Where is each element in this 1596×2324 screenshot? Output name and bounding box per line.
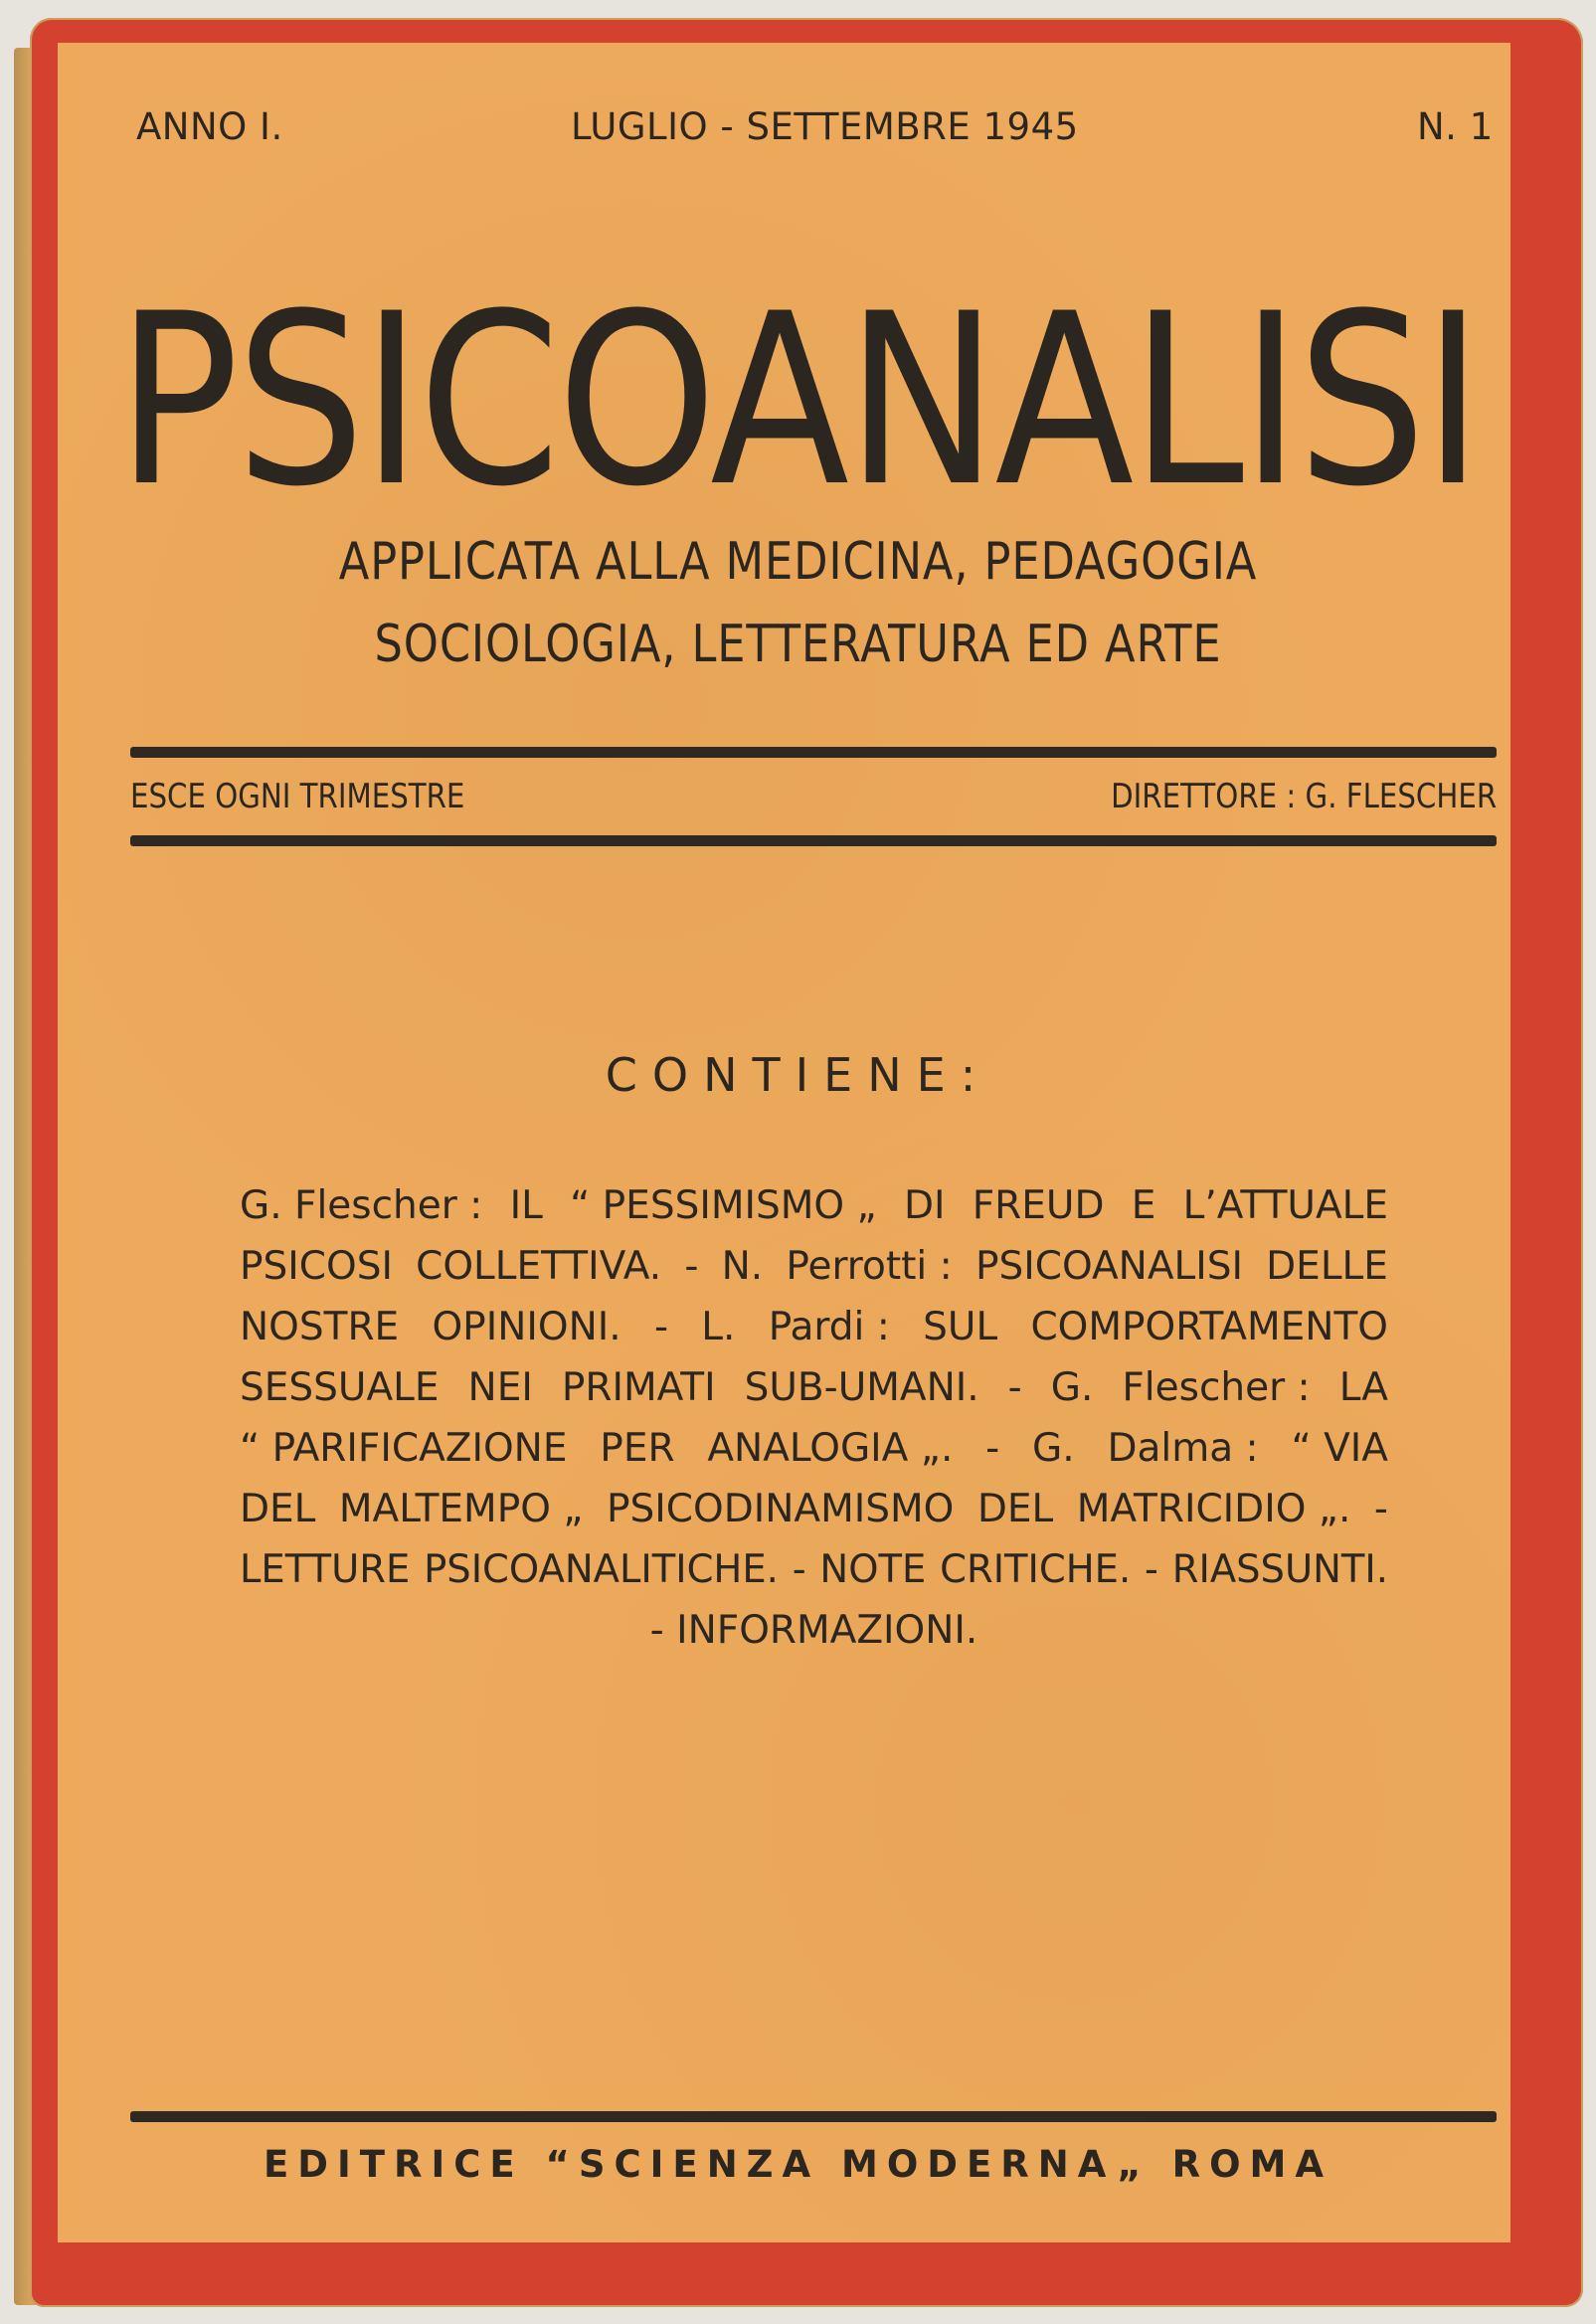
contents-list [240,1175,1388,1661]
contents-word: - [1145,1547,1158,1592]
contents-line [240,1297,1388,1357]
contents-word: - [653,1305,669,1349]
contents-word: SESSUALE [240,1365,440,1410]
contents-word: - [684,1244,699,1289]
contents-word: PER [600,1426,675,1471]
contents-word: Dalma : [1107,1426,1259,1471]
contents-word: - [792,1547,806,1592]
contents-line [240,1600,1388,1661]
contents-word: MALTEMPO „ [338,1487,584,1531]
contents-heading: CONTIENE: [605,1048,991,1102]
contents-line [240,1236,1388,1297]
contents-word: “ PESSIMISMO „ [570,1183,877,1228]
contents-word: FREUD [972,1183,1105,1228]
contents-word: RIASSUNTI. [1171,1547,1388,1592]
contents-word: SUB-UMANI. [744,1365,979,1410]
period-label: LUGLIO - SETTEMBRE 1945 [571,105,1079,148]
contents-word: COMPORTAMENTO [1030,1305,1388,1349]
contents-word: PSICOSI [240,1244,393,1289]
volume-label: ANNO I. [136,105,283,148]
contents-line [240,1175,1388,1236]
contents-word: OPINIONI. [432,1305,621,1349]
subtitle-line-1: APPLICATA ALLA MEDICINA, PEDAGOGIA [338,532,1258,592]
contents-word: E [1131,1183,1156,1228]
contents-word: IL [509,1183,543,1228]
publisher-label: EDITRICE “SCIENZA MODERNA„ ROMA [263,2143,1333,2186]
contents-line [240,1479,1388,1539]
contents-word: Pardi : [768,1305,890,1349]
contents-word: - [1373,1487,1388,1531]
contents-word: “ PARIFICAZIONE [240,1426,568,1471]
contents-word: NEI [467,1365,533,1410]
director-label: DIRETTORE : G. FLESCHER [1111,777,1497,816]
contents-word: G. Flescher : [240,1183,483,1228]
contents-word: MATRICIDIO „. [1076,1487,1351,1531]
contents-word: PSICOANALISI [975,1244,1243,1289]
contents-word: DEL [976,1487,1054,1531]
contents-line [240,1357,1388,1418]
issue-number: N. 1 [1417,105,1494,148]
contents-word: ANALOGIA „. [707,1426,954,1471]
contents-word: DELLE [1266,1244,1388,1289]
contents-word: L’ATTUALE [1182,1183,1388,1228]
subtitle-line-2: SOCIOLOGIA, LETTERATURA ED ARTE [374,615,1222,674]
contents-word: NOSTRE [240,1305,400,1349]
contents-word: CRITICHE. [940,1547,1132,1592]
divider-rule-middle [130,835,1497,846]
contents-word: NOTE [819,1547,927,1592]
contents-line [240,1418,1388,1479]
contents-word: COLLETTIVA. [416,1244,662,1289]
contents-word: LETTURE [240,1547,411,1592]
frequency-label: ESCE OGNI TRIMESTRE [130,777,465,816]
contents-word: PRIMATI [561,1365,716,1410]
contents-word: LA [1338,1365,1388,1410]
contents-word: DI [903,1183,946,1228]
contents-word: N. [721,1244,764,1289]
contents-word: L. [701,1305,736,1349]
contents-line [240,1539,1388,1600]
contents-word: G. [1050,1365,1094,1410]
divider-rule-top [130,747,1497,758]
contents-word: - [985,1426,1000,1471]
contents-word: Perrotti : [786,1244,953,1289]
contents-word: “ VIA [1291,1426,1388,1471]
divider-rule-bottom [130,2111,1497,2122]
contents-word: G. [1032,1426,1075,1471]
contents-word: PSICODINAMISMO [607,1487,955,1531]
magazine-title: PSICOANALISI [116,264,1480,539]
contents-word: SUL [923,1305,998,1349]
contents-word: PSICOANALITICHE. [424,1547,779,1592]
contents-word: DEL [240,1487,316,1531]
contents-word: - [1007,1365,1022,1410]
contents-word: Flescher : [1122,1365,1311,1410]
contents-word: - INFORMAZIONI. [649,1608,978,1653]
